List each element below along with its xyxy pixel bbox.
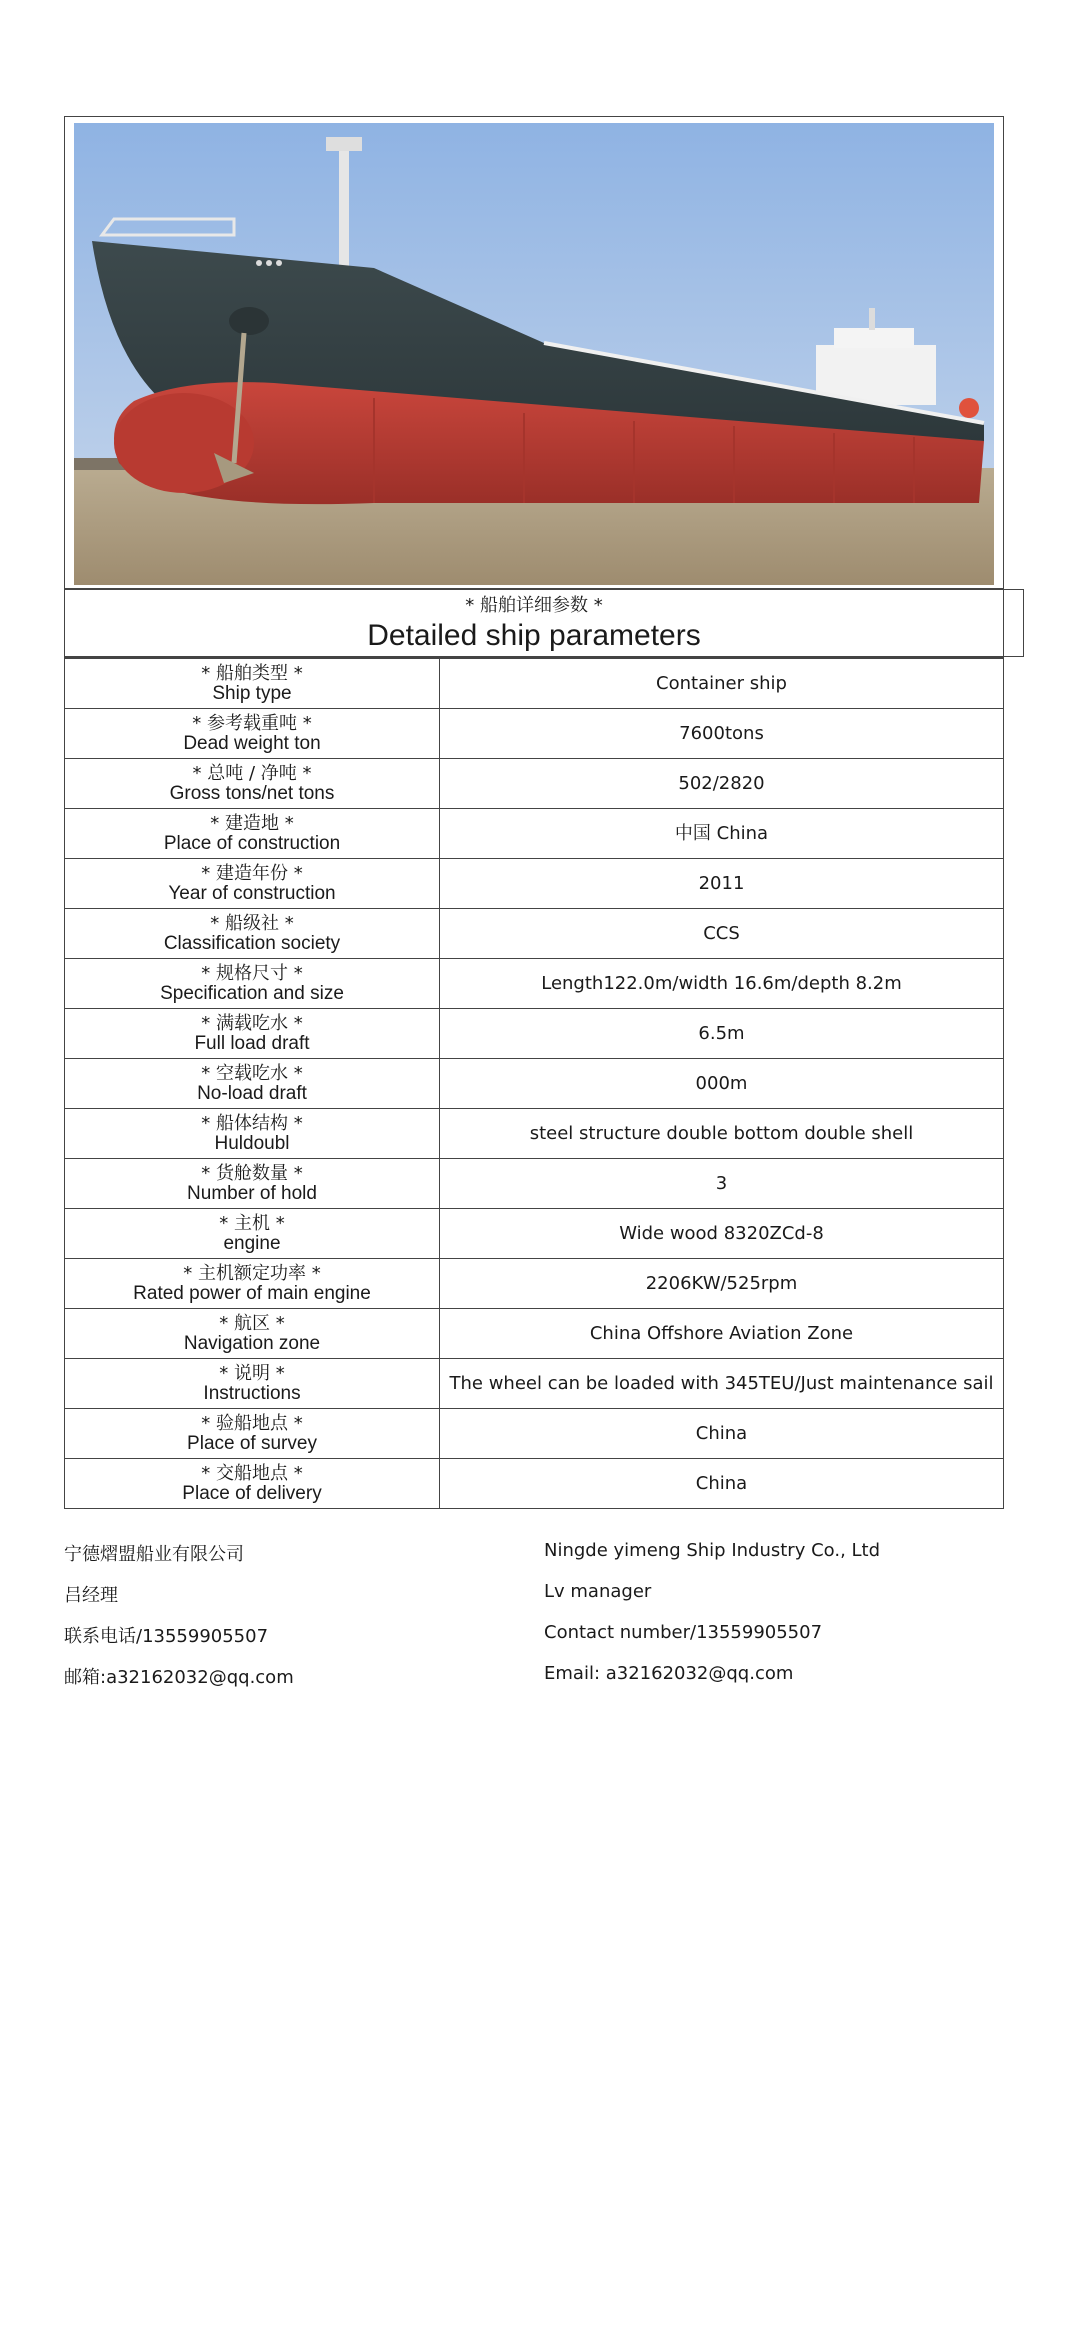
param-label-cell bbox=[65, 1059, 440, 1109]
contact-row-company bbox=[64, 1540, 1004, 1581]
email-cn: 邮箱:a32162032@qq.com bbox=[64, 1667, 294, 1688]
param-value-cell bbox=[440, 1459, 1004, 1509]
param-value: 2011 bbox=[698, 872, 745, 894]
param-label-cell bbox=[65, 1159, 440, 1209]
param-value-cell bbox=[440, 1409, 1004, 1459]
ship-photo-frame bbox=[64, 116, 1004, 588]
param-value: 6.5m bbox=[698, 1022, 745, 1044]
param-label-cn: * 船级社 * bbox=[210, 912, 294, 934]
param-label-cn: * 主机额定功率 * bbox=[183, 1262, 321, 1284]
param-value: 3 bbox=[715, 1172, 728, 1194]
param-label-cell bbox=[65, 709, 440, 759]
param-label-cn: * 空载吃水 * bbox=[201, 1062, 303, 1084]
param-label-cell bbox=[65, 1409, 440, 1459]
manager-cn: 吕经理 bbox=[64, 1585, 118, 1606]
param-label-cn: * 参考载重吨 * bbox=[192, 712, 312, 734]
param-value-cell bbox=[440, 1309, 1004, 1359]
param-row bbox=[65, 1209, 1004, 1259]
param-label-cn: * 总吨 / 净吨 * bbox=[192, 762, 312, 784]
param-label-en: Number of hold bbox=[187, 1182, 317, 1204]
param-row bbox=[65, 1409, 1004, 1459]
param-row bbox=[65, 1459, 1004, 1509]
parameters-table bbox=[64, 658, 1004, 1509]
param-row bbox=[65, 1259, 1004, 1309]
param-value: 000m bbox=[695, 1072, 748, 1094]
heading-english: Detailed ship parameters bbox=[367, 619, 701, 652]
param-value-cell bbox=[440, 759, 1004, 809]
param-label-cn: * 满载吃水 * bbox=[201, 1012, 303, 1034]
param-value: Length122.0m/width 16.6m/depth 8.2m bbox=[541, 972, 902, 994]
param-row bbox=[65, 1109, 1004, 1159]
param-label-cell bbox=[65, 1109, 440, 1159]
param-row bbox=[65, 759, 1004, 809]
param-label-cell bbox=[65, 759, 440, 809]
param-value-cell bbox=[440, 1359, 1004, 1409]
param-label-cn: * 交船地点 * bbox=[201, 1462, 303, 1484]
param-label-cell bbox=[65, 859, 440, 909]
param-value-cell bbox=[440, 1009, 1004, 1059]
param-value: China bbox=[695, 1472, 748, 1494]
param-label-cn: * 建造地 * bbox=[210, 812, 294, 834]
param-value-cell bbox=[440, 659, 1004, 709]
param-row bbox=[65, 709, 1004, 759]
spec-heading bbox=[64, 588, 1004, 658]
param-label-cn: * 航区 * bbox=[219, 1312, 285, 1334]
param-label-cn: * 验船地点 * bbox=[201, 1412, 303, 1434]
param-label-en: Ship type bbox=[212, 682, 292, 704]
param-value: China bbox=[695, 1422, 748, 1444]
param-value-cell bbox=[440, 1059, 1004, 1109]
contact-row-phone bbox=[64, 1622, 1004, 1663]
company-name-cn: 宁德熠盟船业有限公司 bbox=[64, 1544, 244, 1565]
param-label-en: engine bbox=[223, 1232, 281, 1254]
param-value-cell bbox=[440, 809, 1004, 859]
param-row bbox=[65, 959, 1004, 1009]
heading-chinese: * 船舶详细参数 * bbox=[465, 595, 603, 616]
param-value-cell bbox=[440, 959, 1004, 1009]
param-label-en: No-load draft bbox=[197, 1082, 307, 1104]
param-value: The wheel can be loaded with 345TEU/Just maintenance sail bbox=[449, 1372, 994, 1394]
param-label-en: Specification and size bbox=[160, 982, 344, 1004]
param-label-en: Huldoubl bbox=[214, 1132, 290, 1154]
param-value: Container ship bbox=[656, 672, 787, 694]
param-value: 502/2820 bbox=[678, 772, 765, 794]
param-label-en: Rated power of main engine bbox=[133, 1282, 371, 1304]
param-row bbox=[65, 1309, 1004, 1359]
param-value: China Offshore Aviation Zone bbox=[589, 1322, 854, 1344]
param-label-cell bbox=[65, 1309, 440, 1359]
param-value-cell bbox=[440, 1259, 1004, 1309]
param-value: 中国 China bbox=[674, 822, 769, 844]
company-name-en: Ningde yimeng Ship Industry Co., Ltd bbox=[544, 1540, 881, 1561]
param-label-cell bbox=[65, 1459, 440, 1509]
param-label-en: Classification society bbox=[163, 932, 341, 954]
param-row bbox=[65, 1009, 1004, 1059]
param-label-en: Place of survey bbox=[187, 1432, 317, 1454]
param-label-cn: * 货舱数量 * bbox=[201, 1162, 303, 1184]
contact-row-email bbox=[64, 1663, 1004, 1704]
param-label-en: Gross tons/net tons bbox=[169, 782, 335, 804]
param-label-en: Dead weight ton bbox=[183, 732, 321, 754]
param-value-cell bbox=[440, 709, 1004, 759]
phone-en: Contact number/13559905507 bbox=[544, 1622, 823, 1643]
param-value: CCS bbox=[703, 922, 740, 944]
param-label-cn: * 说明 * bbox=[219, 1362, 285, 1384]
phone-cn: 联系电话/13559905507 bbox=[64, 1626, 269, 1647]
param-value: steel structure double bottom double shell bbox=[529, 1122, 914, 1144]
param-row bbox=[65, 1159, 1004, 1209]
param-label-cn: * 规格尺寸 * bbox=[201, 962, 303, 984]
param-row bbox=[65, 909, 1004, 959]
param-value-cell bbox=[440, 909, 1004, 959]
param-value-cell bbox=[440, 1209, 1004, 1259]
param-label-cn: * 船舶类型 * bbox=[201, 662, 303, 684]
param-label-en: Place of construction bbox=[163, 832, 341, 854]
ship-photo bbox=[74, 123, 994, 585]
manager-en: Lv manager bbox=[544, 1581, 652, 1602]
param-label-cell bbox=[65, 1009, 440, 1059]
param-label-cell bbox=[65, 959, 440, 1009]
param-label-en: Instructions bbox=[203, 1382, 301, 1404]
param-label-en: Navigation zone bbox=[183, 1332, 321, 1354]
param-row bbox=[65, 859, 1004, 909]
param-label-en: Full load draft bbox=[194, 1032, 310, 1054]
param-label-cn: * 主机 * bbox=[219, 1212, 285, 1234]
param-label-cell bbox=[65, 1359, 440, 1409]
email-en: Email: a32162032@qq.com bbox=[544, 1663, 794, 1684]
param-value: 7600tons bbox=[679, 722, 764, 744]
param-label-cell bbox=[65, 1259, 440, 1309]
param-label-en: Place of delivery bbox=[182, 1482, 322, 1504]
param-label-cell bbox=[65, 909, 440, 959]
param-label-cn: * 建造年份 * bbox=[201, 862, 303, 884]
ship-spec-sheet bbox=[64, 116, 1004, 1509]
param-label-cell bbox=[65, 1209, 440, 1259]
param-value: Wide wood 8320ZCd-8 bbox=[619, 1222, 824, 1244]
param-value-cell bbox=[440, 1109, 1004, 1159]
param-value-cell bbox=[440, 859, 1004, 909]
contact-block bbox=[64, 1540, 1004, 1704]
param-row bbox=[65, 659, 1004, 709]
param-label-cell bbox=[65, 659, 440, 709]
param-label-en: Year of construction bbox=[168, 882, 336, 904]
param-row bbox=[65, 809, 1004, 859]
param-value: 2206KW/525rpm bbox=[645, 1272, 798, 1294]
param-label-cn: * 船体结构 * bbox=[201, 1112, 303, 1134]
param-value-cell bbox=[440, 1159, 1004, 1209]
param-row bbox=[65, 1359, 1004, 1409]
param-label-cell bbox=[65, 809, 440, 859]
contact-row-manager bbox=[64, 1581, 1004, 1622]
param-row bbox=[65, 1059, 1004, 1109]
